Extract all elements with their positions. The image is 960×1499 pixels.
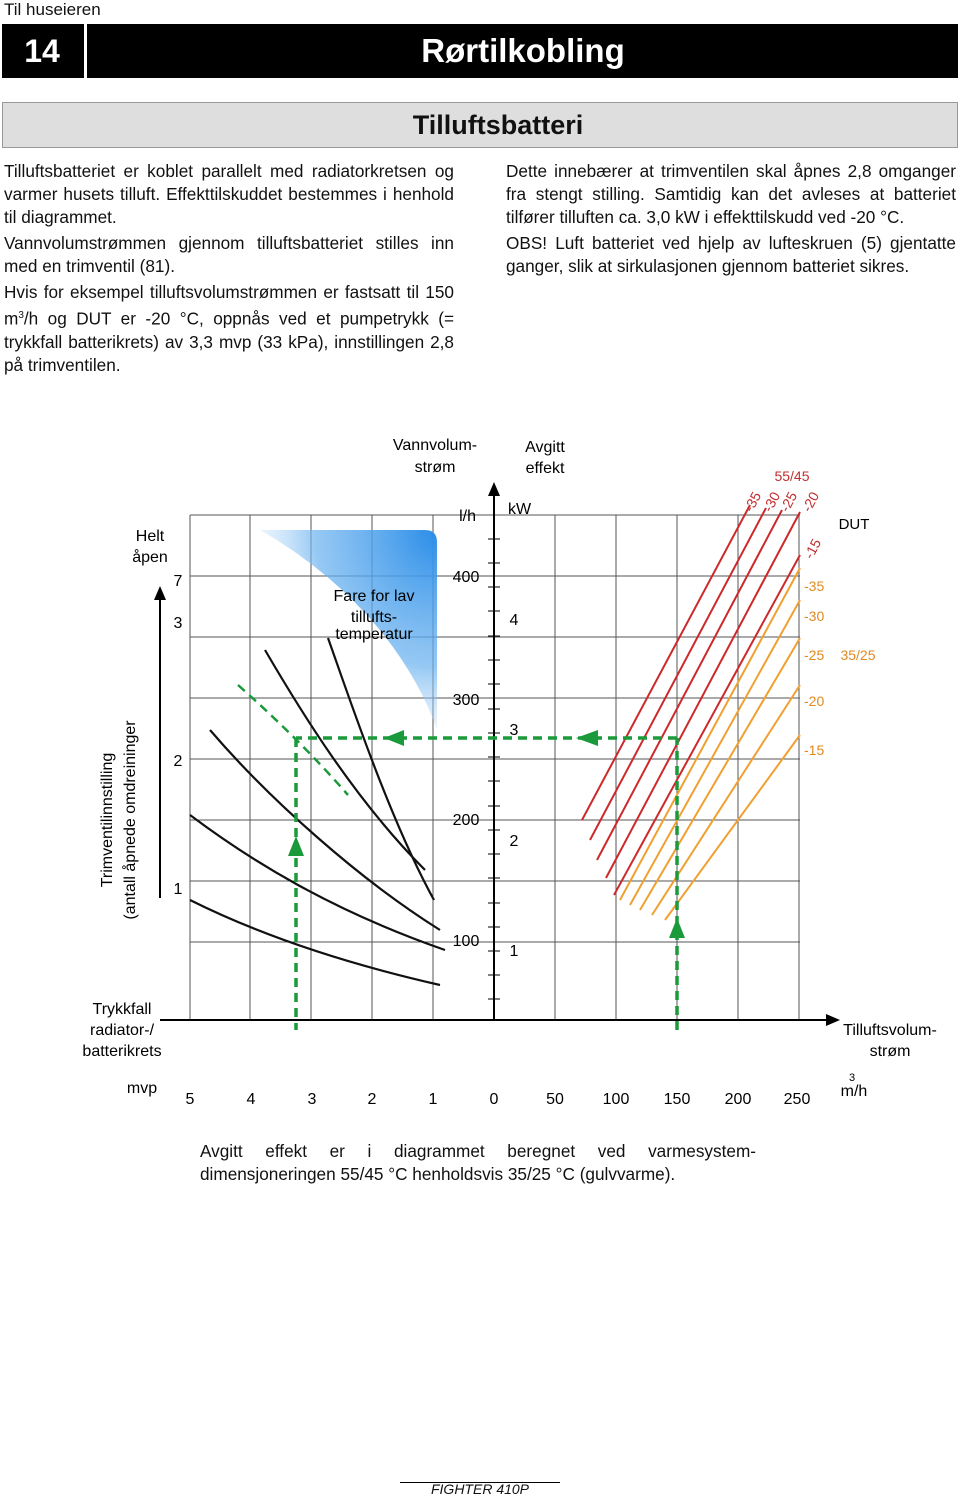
flow-tick: 400	[452, 569, 480, 586]
system-label-3525: 35/25	[840, 647, 876, 663]
power-line	[582, 505, 750, 820]
flow-tick: 100	[452, 933, 480, 950]
paragraph: OBS! Luft batteriet ved hjelp av lufteskruen (5) gjentatte ganger, slik at sirkulasjonen gjennom batteriet sikres.	[506, 233, 956, 276]
arrowhead	[488, 482, 500, 496]
air-flow-unit: m/h	[840, 1083, 868, 1100]
power-tick: 1	[509, 943, 519, 960]
trim-curves	[190, 638, 445, 985]
arrowhead	[154, 586, 166, 600]
section-title: Tilluftsbatteri	[412, 109, 584, 140]
flow-tick: 200	[452, 812, 480, 829]
dut-temp-label: -20	[798, 489, 823, 515]
power-line	[597, 510, 782, 860]
left-column	[4, 160, 454, 380]
trim-tick: 3	[173, 615, 183, 632]
danger-zone-label: tillufts-	[350, 609, 398, 626]
dut-label: DUT	[838, 516, 870, 533]
paragraph-part: Hvis for eksempel tilluftsvolumstrømmen er fastsatt til 150 m	[4, 282, 454, 329]
superscript: 3	[18, 310, 24, 321]
power-line	[614, 555, 800, 895]
paragraph-part: /h og DUT er -20 °C, oppnås ved et pumpetrykk (= trykkfall batterikrets) av 3,3 mvp (33 kPa), innstillingen 2,8 på trimventilen.	[4, 308, 454, 375]
dut-temp-label: -25	[776, 489, 801, 515]
airflow-tick: 150	[663, 1091, 691, 1108]
air-flow-unit-sup: 3	[848, 1072, 856, 1084]
example-arrow	[288, 836, 304, 856]
diagram-caption: Avgitt effekt er i diagrammet beregnet ved varmesystem-dimensjoneringen 55/45 °C henholdsvis 35/25 °C (gulvvarme).	[200, 1141, 756, 1184]
trim-axis-label: Trimventilinnstilling	[99, 752, 116, 888]
dut-temp-label: -20	[804, 693, 825, 709]
power-lines-5545	[582, 505, 800, 895]
power-line	[606, 512, 800, 878]
airflow-tick: 200	[724, 1091, 752, 1108]
air-flow-label: strøm	[869, 1043, 911, 1060]
dut-temp-label: -15	[800, 536, 825, 562]
dut-temp-label: -25	[804, 647, 825, 663]
chapter-title: Rørtilkobling	[421, 32, 625, 69]
section-header	[2, 102, 958, 148]
power-line	[640, 638, 800, 910]
air-flow-label: Tilluftsvolum-	[843, 1022, 937, 1039]
pressure-tick: 0	[489, 1091, 499, 1108]
pressure-unit: mvp	[126, 1080, 158, 1097]
page-number: 14	[24, 32, 60, 69]
water-flow-label: Vannvolum-	[392, 437, 478, 454]
power-tick: 2	[509, 833, 519, 850]
paragraph: Vannvolumstrømmen gjennom tilluftsbatteriet stilles inn med en trimventil (81).	[4, 233, 454, 276]
pressure-label: Trykkfall	[92, 1001, 152, 1018]
airflow-tick: 250	[783, 1091, 811, 1108]
pressure-label: radiator-/	[89, 1022, 155, 1039]
output-label: effekt	[525, 460, 565, 477]
pressure-tick: 5	[185, 1091, 195, 1108]
trim-tick: 1	[173, 881, 183, 898]
breadcrumb: Til huseieren	[4, 0, 101, 19]
paragraph	[4, 281, 454, 377]
pressure-label: batterikrets	[82, 1043, 162, 1060]
pressure-tick: 1	[428, 1091, 438, 1108]
right-column	[506, 160, 956, 281]
example-arrow	[576, 730, 598, 746]
flow-unit: l/h	[459, 508, 476, 525]
system-label-5545: 55/45	[774, 468, 810, 484]
danger-zone-label: Fare for lav	[333, 588, 415, 605]
pressure-tick: 3	[307, 1091, 317, 1108]
paragraph: Tilluftsbatteriet er koblet parallelt med radiatorkretsen og varmer husets tilluft. Effekttilskuddet bestemmes i henhold til diagrammet.	[4, 161, 454, 227]
danger-zone-label: temperatur	[335, 626, 413, 643]
power-line	[630, 600, 800, 905]
dut-temp-label: -30	[759, 489, 784, 515]
example-arrow	[384, 730, 404, 746]
example-arrow	[669, 918, 685, 938]
dut-temp-label: -35	[804, 578, 825, 594]
footer-product-name: FIGHTER 410P	[430, 1481, 530, 1497]
pressure-tick: 2	[367, 1091, 377, 1108]
water-flow-label: strøm	[414, 459, 456, 476]
power-lines-3525	[620, 568, 800, 920]
airflow-tick: 50	[546, 1091, 564, 1108]
flow-tick: 300	[452, 692, 480, 709]
paragraph: Dette innebærer at trimventilen skal åpnes 2,8 omganger fra stengt stilling. Samtidig kan det avleses at batteriet tilfører tilluften ca. 3,0 kW i effekttilskudd ved -20 °C.	[506, 161, 956, 227]
power-tick: 3	[509, 722, 519, 739]
power-unit: kW	[508, 501, 532, 518]
page-header	[2, 24, 958, 78]
power-tick: 4	[509, 612, 519, 629]
dut-temp-label: -35	[740, 489, 765, 515]
dut-temp-label: -15	[804, 742, 825, 758]
dut-temp-label: -30	[804, 608, 825, 624]
trim-valve-diagram	[0, 400, 960, 1140]
fully-open-label: Helt	[135, 528, 165, 545]
fully-open-label: åpen	[132, 549, 168, 566]
trim-curve	[190, 815, 445, 950]
airflow-tick: 100	[602, 1091, 630, 1108]
trim-tick: 2	[173, 753, 183, 770]
output-label: Avgitt	[525, 439, 565, 456]
trim-tick: 7	[173, 573, 183, 590]
trim-axis-label: (antall åpnede omdreininger	[122, 720, 139, 920]
arrowhead	[826, 1014, 840, 1026]
pressure-tick: 4	[246, 1091, 256, 1108]
header-divider	[84, 24, 87, 78]
